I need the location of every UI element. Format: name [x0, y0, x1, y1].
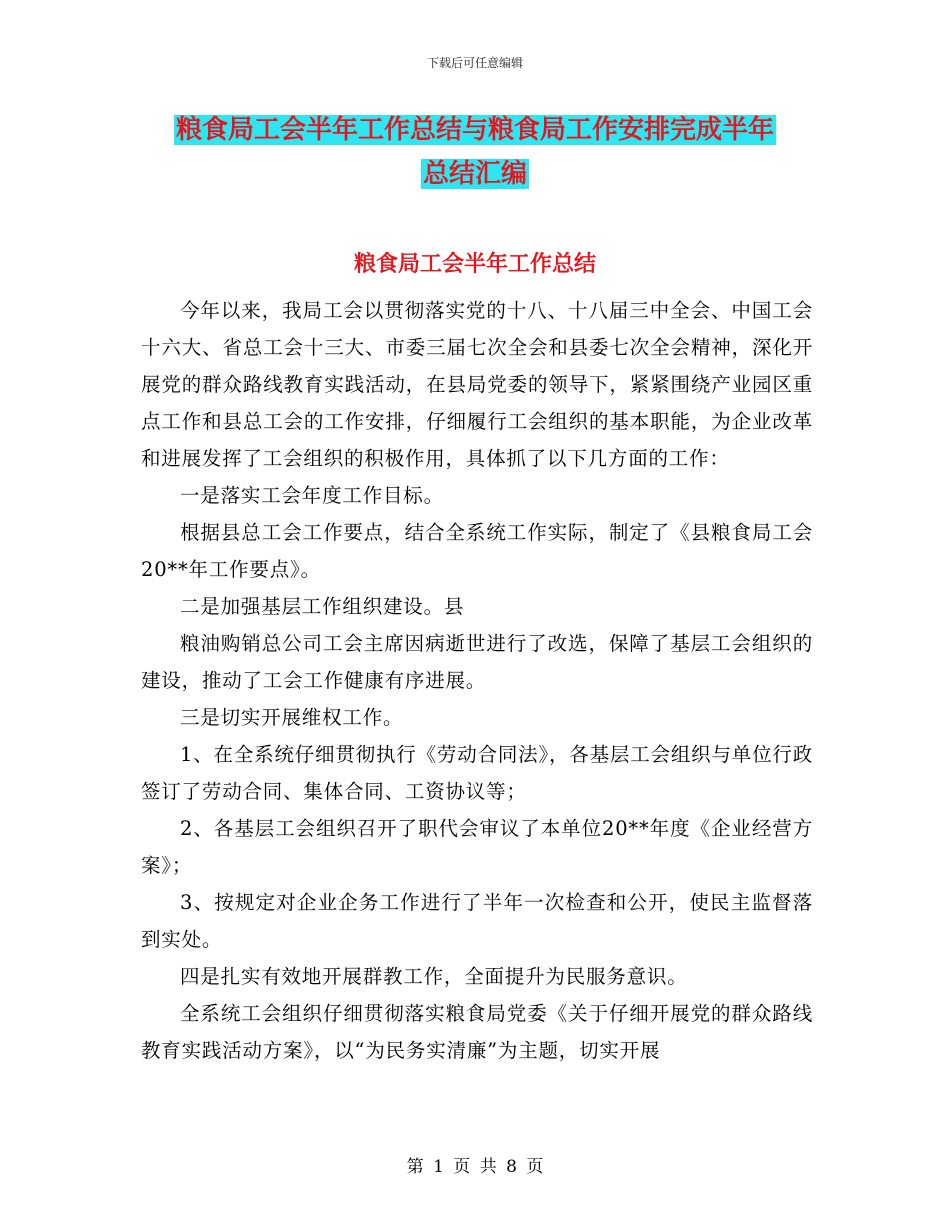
paragraph: 今年以来，我局工会以贯彻落实党的十八、十八届三中全会、中国工会十六大、省总工会十三大、市委三届七次全会和县委七次全会精神，深化开展党的群众路线教育实践活动，在县局党委的领导下，紧紧围绕产业园区重点工作和县总工会的工作安排，仔细履行工会组织的基本职能，为企业改革和进展发挥了工会组织的积极作用，具体抓了以下几方面的工作： [141, 299, 813, 470]
section-title: 粮食局工会半年工作总结 [353, 252, 596, 277]
document-title-line-2 [0, 156, 950, 192]
document-title-line-1 [0, 112, 950, 148]
page-number-footer: 第 1 页 共 8 页 [406, 1157, 544, 1177]
paragraph: 1、在全系统仔细贯彻执行《劳动合同法》，各基层工会组织与单位行政签订了劳动合同、集体合同、工资协议等； [141, 743, 813, 803]
header-note: 下载后可任意编辑 [426, 56, 523, 70]
document-title-text-2: 总结汇编 [422, 159, 527, 189]
paragraph: 3、按规定对企业企务工作进行了半年一次检查和公开，使民主监督落到实处。 [141, 891, 813, 951]
paragraph: 2、各基层工会组织召开了职代会审议了本单位20**年度《企业经营方案》； [141, 817, 813, 877]
paragraph: 全系统工会组织仔细贯彻落实粮食局党委《关于仔细开展党的群众路线教育实践活动方案》，以“为民务实清廉”为主题，切实开展 [141, 1002, 813, 1062]
paragraph: 一是落实工会年度工作目标。 [180, 484, 444, 507]
paragraph: 根据县总工会工作要点，结合全系统工作实际，制定了《县粮食局工会20**年工作要点》。 [141, 521, 813, 581]
paragraph: 二是加强基层工作组织建设。县 [180, 595, 465, 618]
paragraph: 粮油购销总公司工会主席因病逝世进行了改选，保障了基层工会组织的建设，推动了工会工作健康有序进展。 [141, 632, 813, 692]
paragraph: 四是扎实有效地开展群教工作，全面提升为民服务意识。 [180, 965, 688, 988]
document-body [141, 292, 813, 1069]
document-title-text-1: 粮食局工会半年工作总结与粮食局工作安排完成半年 [175, 115, 774, 145]
paragraph: 三是切实开展维权工作。 [180, 706, 404, 729]
